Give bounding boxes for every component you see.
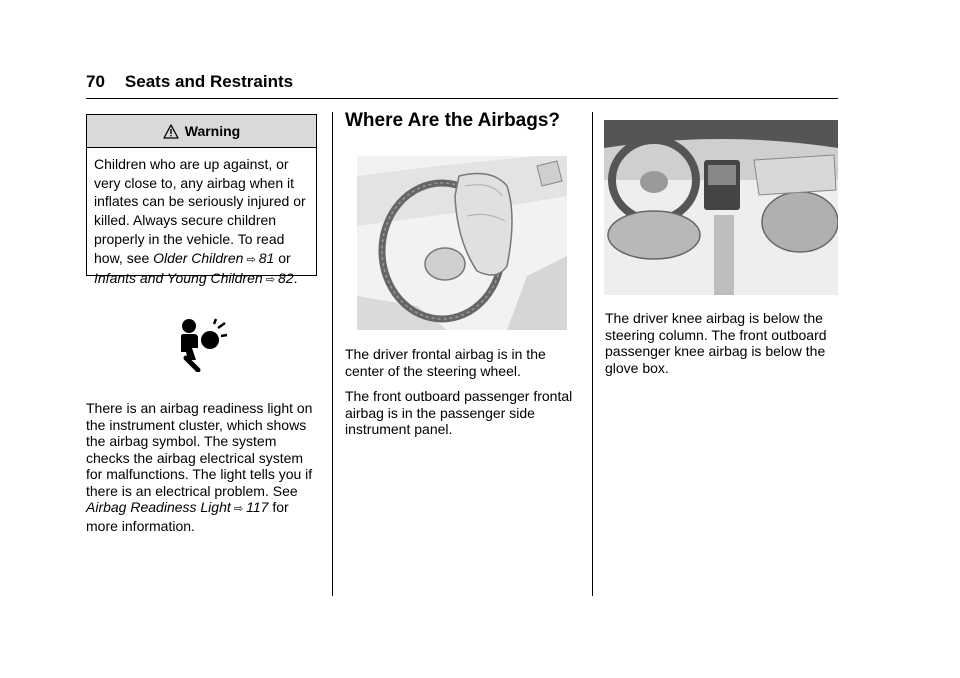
warning-title: Warning	[184, 123, 241, 139]
warning-text	[87, 148, 316, 290]
page-ref-82[interactable]: 82	[278, 270, 294, 287]
page-number: 70	[86, 72, 105, 91]
page-reference-arrow-icon: ⇨	[230, 503, 247, 515]
column-divider-left	[332, 112, 333, 596]
page-reference-arrow-icon: ⇨	[243, 253, 259, 266]
warning-box	[86, 114, 317, 287]
header-rule	[86, 98, 838, 99]
page-reference-arrow-icon: ⇨	[262, 274, 278, 287]
airbag-symbol-icon	[178, 318, 228, 372]
warning-triangle-icon	[163, 124, 179, 139]
link-older-children[interactable]: Older Children	[153, 249, 244, 266]
readiness-text: for more information.	[86, 499, 289, 534]
readiness-text: There is an airbag readiness light on the instrument cluster, which shows the airbag symbol. The system checks the airbag electrical system for malfunctions. The light tells you if there is an electrical problem. See	[86, 400, 313, 499]
section-name: Seats and Restraints	[124, 72, 294, 91]
page-ref-81[interactable]: 81	[258, 249, 275, 266]
dashboard-knee-airbag-illustration	[604, 120, 838, 295]
warning-text-part: or	[274, 249, 291, 266]
steering-wheel-airbag-illustration	[357, 156, 567, 330]
warning-text-part: Children who are up against, or very close to, any airbag when it inflates can be seriously injured or killed. Always secure children properly in the vehicle. To read how, see	[94, 156, 306, 266]
passenger-frontal-airbag-text: The front outboard passenger frontal airbag is in the passenger side instrument panel.	[345, 388, 573, 437]
knee-airbag-text: The driver knee airbag is below the steering column. The front outboard passenger knee airbag is below the glove box.	[605, 310, 827, 376]
right-text	[605, 310, 841, 385]
readiness-paragraph	[86, 400, 318, 534]
link-airbag-readiness-light[interactable]: Airbag Readiness Light	[86, 499, 231, 515]
link-infants-young-children[interactable]: Infants and Young Children	[94, 270, 263, 287]
warning-header	[87, 115, 316, 148]
middle-text	[345, 346, 577, 447]
section-title: Where Are the Airbags?	[345, 110, 561, 131]
column-divider-right	[592, 112, 593, 596]
driver-frontal-airbag-text: The driver frontal airbag is in the center of the steering wheel.	[345, 346, 546, 379]
page-ref-117[interactable]: 117	[246, 499, 269, 515]
warning-text-part: .	[293, 270, 298, 287]
page-header	[86, 72, 293, 92]
